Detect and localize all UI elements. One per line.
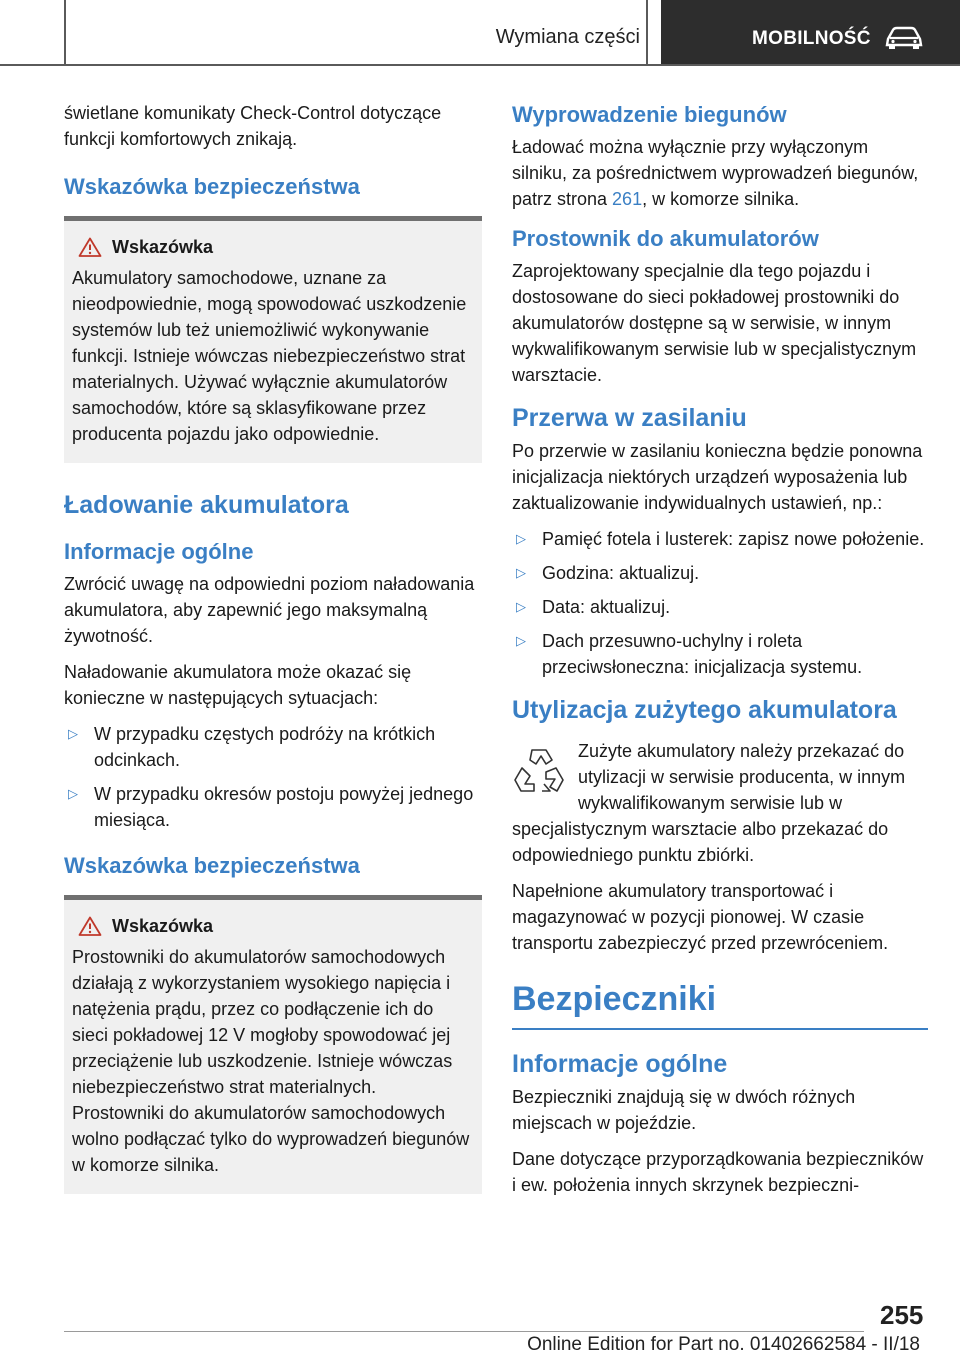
triangle-bullet-icon: ▷ — [516, 633, 526, 648]
triangle-bullet-icon: ▷ — [516, 531, 526, 546]
list-item: ▷ Dach przesuwno-uchylny i roleta przeciwsłoneczna: inicjalizacja systemu. — [512, 628, 928, 680]
footer-edition: Online Edition for Part no. 01402662584 - II/18 — [527, 1334, 920, 1355]
outage-heading: Przerwa w zasilaniu — [512, 404, 747, 432]
triangle-bullet-icon: ▷ — [516, 565, 526, 580]
fuses-paragraph: Dane dotyczące przyporządkowania bezpieczników i ew. położenia innych skrzynek bezpieczni- — [512, 1149, 924, 1195]
warning-title-text: Wskazówka — [112, 916, 214, 936]
warning-text: Akumulatory samochodowe, uznane za nieodpowiednie, mogą spowodować uszkodzenie systemów lub też uniemożliwić wykonywanie funkcji. Istnieje wówczas niebezpieczeństwo strat materialnych. Używać wyłącznie akumulatorów samochodów, które są sklasyfikowane przez producenta pojazdu jako odpowiednie. — [72, 268, 467, 444]
warning-title-text: Wskazówka — [112, 237, 214, 257]
warning-text: Prostowniki do akumulatorów samochodowych działają z wykorzystaniem wysokiego napięcia i natężenia prądu, przez co podłączenie ich do sieci pokładowej 12 V mogłoby spowodować jej przeciążenie lub uszkodzenie. Istnieje wówczas niebezpieczeństwo strat materialnych. Prostowniki do akumulatorów samochodowych wolno podłączać tylko do wyprowadzeń biegunów w komorze silnika. — [72, 947, 470, 1175]
right-column — [512, 100, 928, 1208]
disposal-block — [512, 738, 928, 868]
charging-heading: Ładowanie akumulatora — [64, 491, 349, 519]
disposal-paragraph-2: Napełnione akumulatory transportować i magazynować w pozycji pionowej. W czasie transportu zabezpieczyć przed przewróceniem. — [512, 881, 889, 953]
disposal-paragraph: Zużyte akumulatory należy przekazać do utylizacji w serwisie producenta, w innym wykwalifikowanym serwisie lub w specjalistycznym warsztacie albo przekazać do odpowiedniego punktu zbiórki. — [512, 738, 928, 868]
list-item: ▷ Godzina: aktualizuj. — [512, 560, 928, 586]
charger-heading: Prostownik do akumulatorów — [512, 226, 819, 251]
triangle-bullet-icon: ▷ — [68, 726, 78, 741]
header-rule — [0, 64, 960, 66]
outage-paragraph: Po przerwie w zasilaniu konieczna będzie ponowna inicjalizacja niektórych urządzeń wyposażenia lub zaktualizowanie indywidualnych ustawień, np.: — [512, 441, 923, 513]
triangle-bullet-icon: ▷ — [516, 599, 526, 614]
warning-triangle-icon — [78, 916, 102, 936]
fuses-paragraph: Bezpieczniki znajdują się w dwóch różnych miejscach w pojeździe. — [512, 1087, 856, 1133]
situations-list — [64, 721, 482, 833]
poles-heading: Wyprowadzenie biegunów — [512, 102, 787, 127]
safety-heading: Wskazówka bezpieczeństwa — [64, 174, 360, 199]
list-item: ▷ W przypadku częstych podróży na krótkich odcinkach. — [64, 721, 482, 773]
warning-triangle-icon — [78, 237, 102, 257]
car-icon — [884, 26, 924, 50]
disposal-heading: Utylizacja zużytego akumulatora — [512, 696, 897, 724]
warning-title — [112, 235, 472, 259]
left-column — [64, 100, 482, 1194]
poles-paragraph: Ładować można wyłącznie przy wyłączonym silniku, za pośrednictwem wyprowadzeń biegunów, patrz strona 261, w komorze silnika. — [512, 137, 919, 209]
outage-list — [512, 526, 928, 680]
header-chapter-label: MOBILNOŚĆ — [752, 28, 871, 49]
warning-title — [112, 914, 472, 938]
warning-box — [64, 895, 482, 1194]
general-paragraph: Naładowanie akumulatora może okazać się konieczne w następujących sytuacjach: — [64, 662, 412, 708]
footer-rule — [64, 1331, 864, 1332]
intro-text: świetlane komunikaty Check-Control dotyczące funkcji komfortowych znikają. — [64, 103, 442, 149]
list-item: ▷ Pamięć fotela i lusterek: zapisz nowe położenie. — [512, 526, 928, 552]
list-item: ▷ W przypadku okresów postoju powyżej jednego miesiąca. — [64, 781, 482, 833]
fuses-general-heading: Informacje ogólne — [512, 1050, 728, 1078]
triangle-bullet-icon: ▷ — [68, 786, 78, 801]
general-paragraph: Zwrócić uwagę na odpowiedni poziom naładowania akumulatora, aby zapewnić jego maksymalną żywotność. — [64, 574, 475, 646]
fuses-heading: Bezpieczniki — [512, 978, 928, 1030]
header-section-title: Wymiana części — [495, 26, 640, 48]
charger-paragraph: Zaprojektowany specjalnie dla tego pojazdu i dostosowane do sieci pokładowej prostowniki do akumulatorów dostępne są w serwisie, w innym wykwalifikowanym serwisie lub w specjalistycznym warsztacie. — [512, 261, 917, 385]
page-number: 255 — [880, 1300, 924, 1330]
recycle-icon — [512, 746, 566, 796]
general-heading: Informacje ogólne — [64, 539, 254, 564]
list-item: ▷ Data: aktualizuj. — [512, 594, 928, 620]
warning-box — [64, 216, 482, 463]
page-reference-link[interactable]: 261 — [612, 189, 643, 209]
safety-heading: Wskazówka bezpieczeństwa — [64, 853, 360, 878]
